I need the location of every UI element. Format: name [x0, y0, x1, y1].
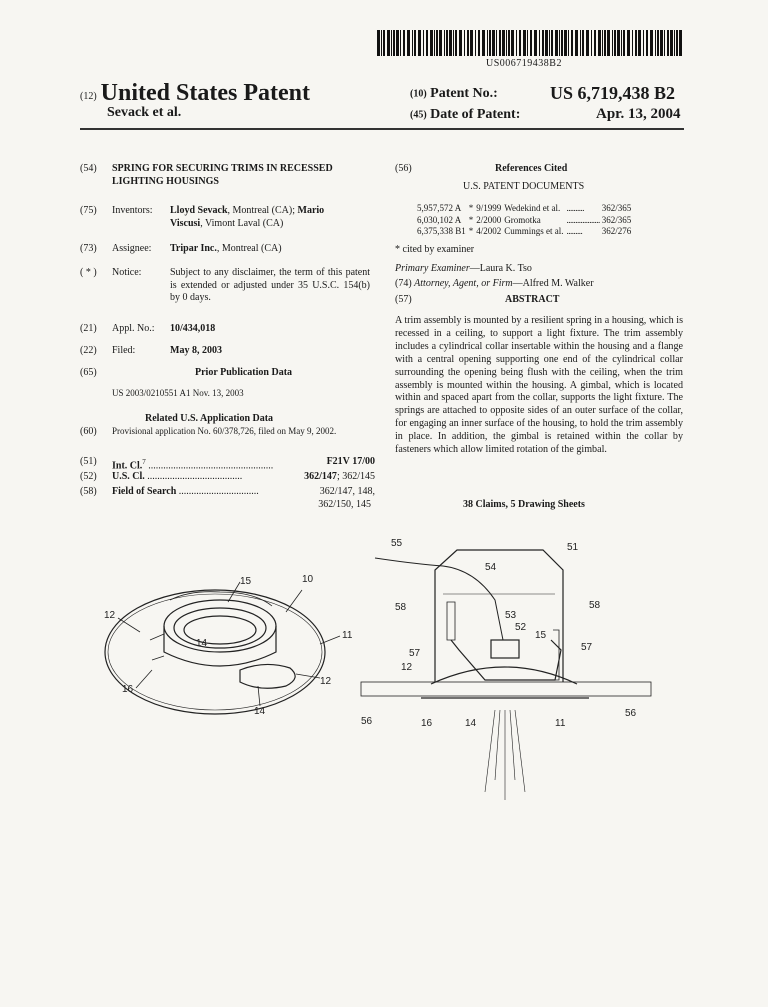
provisional-code: (60)	[80, 426, 97, 437]
barcode-bar	[487, 30, 488, 56]
ref-label-15: 15	[535, 630, 547, 641]
barcode-bar	[414, 30, 416, 56]
patent-no-label: Patent No.:	[430, 86, 498, 101]
light-ray-5	[510, 710, 515, 780]
refs-code: (56)	[395, 163, 412, 174]
barcode-bar	[575, 30, 578, 56]
filed-date: May 8, 2003	[170, 345, 222, 356]
gimbal	[451, 640, 561, 680]
barcode-bar	[638, 30, 641, 56]
barcode-bar	[449, 30, 452, 56]
refs-subheading: U.S. PATENT DOCUMENTS	[463, 181, 585, 192]
ref-label-15: 15	[240, 576, 252, 587]
drawing-cross-section	[355, 530, 655, 815]
right-column-top	[395, 163, 685, 313]
reference-star: *	[468, 214, 474, 225]
barcode-bar	[664, 30, 665, 56]
reference-dots: ..........	[566, 203, 585, 213]
barcode-bar	[393, 30, 395, 56]
reference-name: Cummings et al.	[504, 226, 564, 236]
barcode-bar	[542, 30, 544, 56]
ref-label-12: 12	[401, 662, 413, 673]
ref-label-14: 14	[465, 718, 477, 729]
barcode-bar	[482, 30, 485, 56]
abstract-code: (57)	[395, 294, 412, 305]
reference-no: 5,957,572 A	[417, 203, 462, 213]
leader-14b	[258, 686, 260, 706]
ref-label-12b: 12	[320, 676, 332, 687]
gimbal-ring	[184, 616, 256, 644]
intcl-value: F21V 17/00	[324, 456, 375, 469]
reference-name: Gromotka	[504, 214, 541, 225]
barcode-bar	[446, 30, 448, 56]
reference-dots: ...................	[566, 214, 600, 225]
barcode-bar	[646, 30, 648, 56]
barcode-bar	[559, 30, 560, 56]
barcode-bar	[561, 30, 563, 56]
field-dots: ................................	[176, 486, 259, 497]
intcl-sup: 7	[142, 458, 146, 466]
barcode-bar	[530, 30, 532, 56]
barcode-bar	[396, 30, 399, 56]
barcode-bar	[568, 30, 569, 56]
barcode-bar	[475, 30, 476, 56]
barcode-graphic	[375, 30, 685, 56]
housing	[435, 550, 563, 682]
barcode-bar	[614, 30, 616, 56]
light-socket	[491, 640, 519, 658]
barcode-bar	[655, 30, 656, 56]
field-code: (58)	[80, 486, 97, 497]
barcode-bar	[467, 30, 469, 56]
barcode-bar	[489, 30, 491, 56]
ref-label-10: 10	[302, 574, 314, 585]
ref-label-16: 16	[421, 718, 433, 729]
ref-label-11: 11	[555, 718, 566, 729]
barcode-bar	[439, 30, 442, 56]
reference-name: Wedekind et al.	[504, 203, 561, 213]
barcode-bar	[643, 30, 644, 56]
reference-dots: .........	[566, 226, 583, 236]
field-label: Field of Search	[112, 486, 177, 497]
refs-heading: References Cited	[495, 163, 568, 174]
appl-number: 10/434,018	[170, 323, 216, 334]
agent-code: (74)	[395, 278, 412, 289]
barcode-bar	[502, 30, 505, 56]
related-heading: Related U.S. Application Data	[145, 413, 274, 424]
field-value-2: 362/150, 145	[318, 499, 371, 510]
barcode-bar	[499, 30, 501, 56]
ref-label-53: 53	[505, 610, 517, 621]
inventor-2-name-a: Mario	[297, 205, 325, 216]
barcode-bar	[607, 30, 610, 56]
intcl-code: (51)	[80, 456, 97, 467]
barcode-bar	[594, 30, 596, 56]
barcode-bar	[519, 30, 521, 56]
publication-number: US006719438B2	[486, 58, 562, 69]
barcode-bar	[555, 30, 558, 56]
barcode-bar	[598, 30, 601, 56]
spring-left	[447, 602, 455, 640]
ref-label-55: 55	[391, 538, 403, 549]
barcode-bar	[679, 30, 682, 56]
ref-label-14b: 14	[254, 706, 266, 717]
invention-title: SPRING FOR SECURING TRIMS IN RECESSED LIGHTING HOUSINGS	[112, 163, 333, 187]
barcode-bar	[571, 30, 573, 56]
light-ray-1	[485, 710, 495, 792]
barcode-bar	[632, 30, 633, 56]
filed-code: (22)	[80, 345, 97, 356]
intcl-label: Int. Cl.	[112, 460, 143, 472]
barcode-bar	[453, 30, 454, 56]
uscl-value-rest: ; 362/145	[336, 471, 375, 482]
barcode-bar	[582, 30, 584, 56]
barcode-bar	[591, 30, 592, 56]
assignee-code: (73)	[80, 243, 97, 254]
examiner-row	[395, 263, 532, 276]
agent-row	[395, 278, 594, 291]
barcode-bar	[455, 30, 457, 56]
inventors-label: Inventors:	[112, 205, 153, 216]
barcode-bar	[436, 30, 438, 56]
inventor-1-name: Lloyd Sevack	[170, 205, 228, 216]
patent-date: Apr. 13, 2004	[596, 106, 681, 122]
inventor-2-location: , Vimont Laval (CA)	[200, 217, 284, 229]
barcode-bar	[464, 30, 465, 56]
barcode-bar	[534, 30, 537, 56]
barcode-bar	[604, 30, 606, 56]
barcode-bar	[527, 30, 528, 56]
barcode-bar	[492, 30, 495, 56]
patent-number: US 6,719,438 B2	[550, 83, 676, 103]
flange	[421, 667, 589, 698]
ref-label-56a: 56	[361, 716, 373, 727]
notice-code: ( * )	[80, 267, 97, 278]
barcode-bar	[423, 30, 424, 56]
patent-number-row	[410, 83, 684, 103]
patent-no-code: (10)	[410, 88, 427, 100]
reference-cls: 362/365	[601, 214, 632, 225]
barcode-bar	[516, 30, 517, 56]
references-table	[417, 203, 634, 238]
ref-label-54: 54	[485, 562, 497, 573]
reference-row	[417, 215, 634, 227]
reference-cls: 362/365	[601, 203, 632, 213]
ref-label-58b: 58	[589, 600, 601, 611]
barcode-bar	[459, 30, 462, 56]
barcode-bar	[383, 30, 385, 56]
barcode-bar	[670, 30, 673, 56]
header-left	[80, 80, 310, 107]
reference-date: 9/1999	[476, 203, 502, 213]
wire	[375, 558, 503, 640]
barcode-bar	[564, 30, 567, 56]
prior-pub-text: US 2003/0210551 A1 Nov. 13, 2003	[112, 388, 244, 398]
barcode-bar	[667, 30, 669, 56]
uscl-code: (52)	[80, 471, 97, 482]
reference-cls: 362/276	[601, 226, 632, 236]
barcode-bar	[621, 30, 622, 56]
examiner-label: Primary Examiner	[395, 263, 470, 274]
left-column	[80, 163, 375, 523]
barcode-bar	[623, 30, 625, 56]
barcode-bar	[539, 30, 540, 56]
abstract-heading: ABSTRACT	[505, 294, 560, 305]
ref-label-11: 11	[342, 630, 353, 641]
barcode-bar	[674, 30, 675, 56]
barcode-bar	[635, 30, 637, 56]
reference-no: 6,375,338 B1	[417, 226, 466, 236]
notice-label: Notice:	[112, 267, 142, 278]
assignee-name: Tripar Inc.	[170, 243, 217, 254]
provisional-text: Provisional application No. 60/378,726, filed on May 9, 2002.	[112, 426, 337, 436]
date-label: Date of Patent:	[430, 107, 521, 122]
notice-text: Subject to any disclaimer, the term of this patent is extended or adjusted under 35 U.S.C. 154(b) by 0 days.	[170, 267, 370, 303]
doc-type-code: (12)	[80, 90, 97, 102]
date-code: (45)	[410, 109, 427, 121]
barcode	[375, 30, 685, 56]
reference-row	[417, 203, 634, 215]
ref-label-57a: 57	[409, 648, 421, 659]
assignee-location: , Montreal (CA)	[216, 243, 282, 254]
filed-label: Filed:	[112, 345, 136, 356]
barcode-bar	[387, 30, 390, 56]
inventors-short: Sevack et al.	[107, 105, 182, 120]
barcode-bar	[470, 30, 473, 56]
barcode-bar	[381, 30, 382, 56]
collar-wall	[164, 626, 276, 666]
reference-star: *	[468, 226, 474, 236]
date-row	[410, 107, 684, 123]
ceiling	[361, 682, 651, 696]
ref-label-16: 16	[122, 684, 134, 695]
assignee-value	[170, 243, 282, 256]
barcode-bar	[403, 30, 405, 56]
barcode-bar	[657, 30, 659, 56]
barcode-bar	[426, 30, 428, 56]
ref-label-12a: 12	[104, 610, 116, 621]
agent-name: —Alfred M. Walker	[512, 278, 594, 289]
barcode-bar	[627, 30, 630, 56]
prior-pub-code: (65)	[80, 367, 97, 378]
barcode-bar	[407, 30, 410, 56]
uscl-dots: ......................................	[144, 471, 243, 482]
barcode-bar	[391, 30, 392, 56]
reference-date: 4/2002	[476, 226, 502, 236]
barcode-bar	[523, 30, 526, 56]
references-body	[417, 203, 634, 238]
barcode-bar	[551, 30, 553, 56]
barcode-bar	[676, 30, 678, 56]
barcode-bar	[412, 30, 413, 56]
barcode-bar	[508, 30, 510, 56]
inventors-code: (75)	[80, 205, 97, 216]
agent-label: Attorney, Agent, or Firm	[414, 278, 513, 289]
light-ray-4	[495, 710, 500, 780]
header-rule	[80, 128, 684, 130]
spring-clip	[240, 664, 295, 688]
barcode-bar	[511, 30, 514, 56]
claims-summary: 38 Claims, 5 Drawing Sheets	[463, 499, 585, 510]
light-ray-3	[515, 710, 525, 792]
collar-inner	[174, 608, 266, 648]
uscl-value	[301, 471, 375, 484]
reference-row	[417, 226, 634, 238]
ref-label-58a: 58	[395, 602, 407, 613]
barcode-bar	[434, 30, 435, 56]
uscl-value-bold: 362/147	[304, 471, 337, 482]
barcode-bar	[612, 30, 613, 56]
abstract-text: A trim assembly is mounted by a resilient spring in a housing, which is recessed in a ceiling, to support a light fixture. The trim assembly includes a cylindrical collar insertable within the housing and a flange with a central opening supporting one end of the cylindrical collar surrounding the opening being flush with the ceiling, when the trim assembly is mounted within the housing. A gimbal, which is located within and spaced apart from the collar, supports the light fixture. The springs are attached to opposite sides of an outer surface of the collar, for engaging an inner surface of the housing, to hold the trim assembly in place. In addition, the gimbal is retained within the collar by fasteners which allow limited rotation of the gimbal.	[395, 315, 683, 456]
cited-note: * cited by examiner	[395, 244, 475, 255]
appl-label: Appl. No.:	[112, 323, 155, 334]
field-value-1: 362/147, 148,	[317, 486, 375, 499]
barcode-bar	[496, 30, 497, 56]
title-code: (54)	[80, 163, 97, 174]
drawing-perspective-view	[90, 560, 353, 725]
leader-12a	[118, 618, 140, 632]
barcode-bar	[377, 30, 380, 56]
barcode-bar	[586, 30, 589, 56]
reference-no: 6,030,102 A	[417, 214, 462, 225]
barcode-bar	[444, 30, 445, 56]
ref-label-14a: 14	[196, 638, 208, 649]
inventor-2-name-b: Viscusi	[170, 217, 201, 229]
barcode-bar	[478, 30, 480, 56]
assignee-label: Assignee:	[112, 243, 152, 254]
inventor-1-location: , Montreal (CA);	[227, 205, 298, 216]
examiner-name: —Laura K. Tso	[469, 263, 532, 274]
uscl-label: U.S. Cl.	[112, 471, 145, 482]
inventors-value	[170, 205, 375, 230]
appl-code: (21)	[80, 323, 97, 334]
barcode-bar	[506, 30, 507, 56]
barcode-bar	[549, 30, 550, 56]
leader-16	[136, 670, 152, 688]
ref-label-57b: 57	[581, 642, 593, 653]
barcode-bar	[650, 30, 653, 56]
ref-label-51: 51	[567, 542, 579, 553]
barcode-bar	[617, 30, 620, 56]
doc-type-title: United States Patent	[100, 80, 310, 106]
barcode-bar	[545, 30, 548, 56]
ref-label-52: 52	[515, 622, 527, 633]
barcode-bar	[400, 30, 401, 56]
barcode-bar	[430, 30, 433, 56]
intcl-dots: ..................................................	[145, 460, 274, 472]
barcode-bar	[580, 30, 581, 56]
reference-star: *	[468, 203, 474, 213]
tab-lines	[150, 634, 164, 660]
reference-date: 2/2000	[476, 214, 502, 225]
barcode-bar	[602, 30, 603, 56]
barcode-bar	[418, 30, 421, 56]
barcode-bar	[660, 30, 663, 56]
ref-label-56b: 56	[625, 708, 637, 719]
prior-pub-heading: Prior Publication Data	[195, 367, 293, 378]
